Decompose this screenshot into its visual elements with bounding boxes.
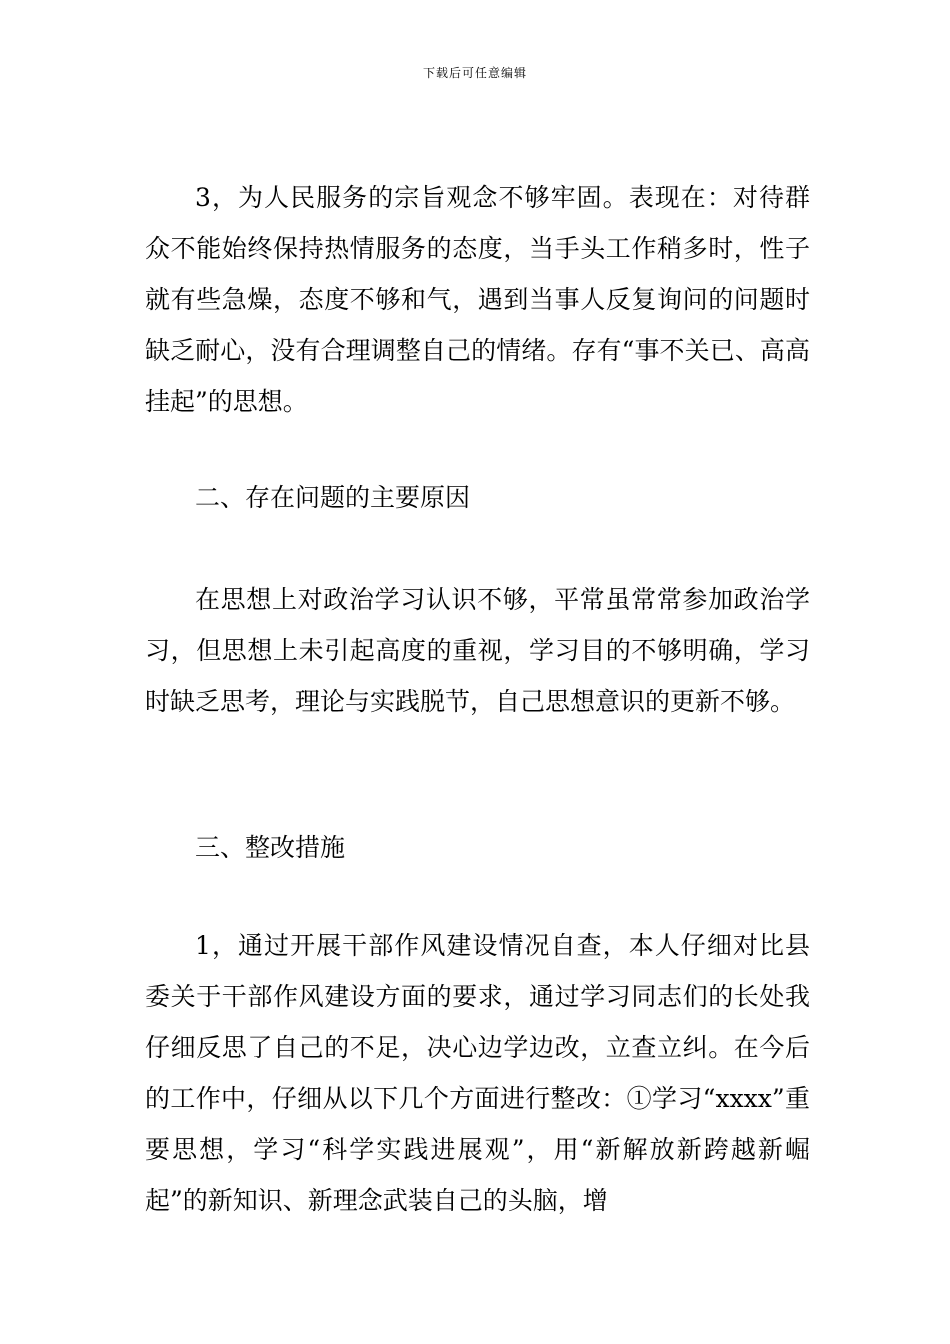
- section-heading-causes: 二、存在问题的主要原因: [195, 483, 471, 512]
- section-heading-measures: 三、整改措施: [195, 833, 346, 862]
- page-header: 下载后可任意编辑: [422, 66, 527, 80]
- paragraph-service-attitude: 3，为人民服务的宗旨观念不够牢固。表现在：对待群众不能始终保持热情服务的态度，当手头工作稍多时，性子就有些急燥，态度不够和气，遇到当事人反复询问的问题时缺乏耐心，没有合理调整自己的情绪。存有“事不关已、高高挂起”的思想。: [145, 183, 810, 416]
- paragraph-measures: 1，通过开展干部作风建设情况自查，本人仔细对比县委关于干部作风建设方面的要求，通过学习同志们的长处我仔细反思了自己的不足，决心边学边改，立查立纠。在今后的工作中，仔细从以下几个方面进行整改：①学习“xxxx”重要思想，学习“科学实践进展观”，用“新解放新跨越新崛起”的新知识、新理念武装自己的头脑，增: [145, 931, 810, 1215]
- paragraph-causes: 在思想上对政治学习认识不够，平常虽常常参加政治学习，但思想上未引起高度的重视，学习目的不够明确，学习时缺乏思考，理论与实践脱节，自己思想意识的更新不够。: [145, 585, 810, 716]
